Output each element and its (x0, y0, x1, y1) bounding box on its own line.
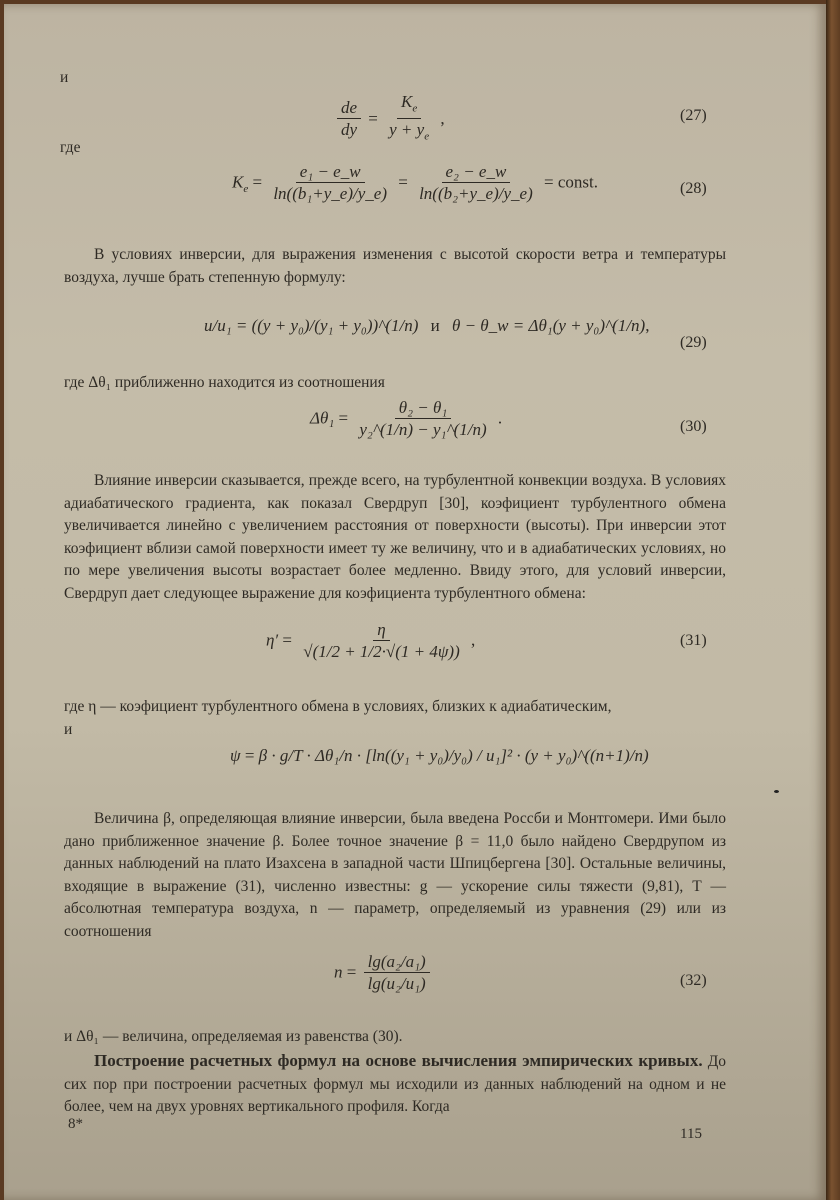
equation-psi: ψ = β · g/T · Δθ₁/n · [ln((y₁ + y₀)/y₀) / u₁]² · (y + y₀)^((n+1)/n) (230, 746, 649, 765)
equation-30: Δθ₁ = $\frac{\text{θ₂ − θ₁}}{\text{y₂\textasciicircum{}(1/n) − y₁\textasciicircum{}(1/n)}}$ . (310, 398, 503, 439)
section-heading: Построение расчетных формул на основе вычисления эмпирических кривых. (94, 1051, 703, 1070)
paragraph-delta-theta-ref: и Δθ₁ — величина, определяемая из равенства (30). (64, 1028, 403, 1045)
paragraph-sverdrup-turbulence: Влияние инверсии сказывается, прежде всего, на турбулентной конвекции воздуха. В условиях адиабатического градиента, как показал Свердруп [30], коэфициент турбулентного обмена увеличивается линейно с увеличением расстояния от поверхности (высоты). При инверсии этот коэфициент вблизи самой поверхности имеет ту же величину, что и в адиабатических условиях, но по мере увеличения высоты возрастает более медленно. Ввиду этого, для условий инверсии, Свердруп дает следующее выражение для коэфициента турбулентного обмена: (64, 472, 726, 602)
equation-31: η′ = $\frac{\eta}{√(1/2 + 1/2\cdot√(1 + 4\psi))}$ , (266, 620, 476, 661)
book-spine-edge (826, 0, 840, 1200)
ink-speck (774, 790, 779, 793)
equation-number-30: (30) (680, 418, 707, 435)
equation-number-31: (31) (680, 632, 707, 649)
paragraph-empirical-curves: Построение расчетных формул на основе вычисления эмпирических кривых. До сих пор при построении расчетных формул мы исходили из данных наблюдений на одном и не более, чем на двух уровнях вертикального профиля. Когда (64, 1051, 727, 1115)
book-page (4, 4, 826, 1200)
equation-29: u/u₁ = ((y + y₀)/(y₁ + y₀))^(1/n) и θ − θ_w = Δθ₁(y + y₀)^(1/n), (204, 316, 650, 335)
equation-27: $\frac{de}{dy}$ = $\frac{K_e}{y + y_e}$ , (334, 92, 445, 148)
conjunction-and: и (60, 69, 69, 86)
page-number: 115 (680, 1126, 702, 1142)
equation-32: n = $\frac{\text{lg(a₂/a₁)}}{\text{lg(u₂/u₁)}}$ (334, 952, 433, 995)
equation-number-27: (27) (680, 107, 707, 124)
equation-number-29: (29) (680, 334, 707, 351)
paragraph-eta-definition: где η — коэфициент турбулентного обмена в условиях, близких к адиабатическим, и (64, 698, 612, 738)
word-where: где (60, 139, 81, 156)
paragraph-delta-theta: где Δθ₁ приближенно находится из соотношения (64, 374, 385, 391)
equation-number-32: (32) (680, 972, 707, 989)
paragraph-inversion-intro: В условиях инверсии, для выражения изменения с высотой скорости ветра и температуры воздуха, лучше брать степенную формулу: (64, 246, 726, 286)
paragraph-beta-parameter: Величина β, определяющая влияние инверсии, была введена Россби и Монтгомери. Ими было дано приближенное значение β. Более точное значение β = 11,0 было найдено Свердрупом из данных наблюдений на плато Изахсена в западной части Шпицбергена [30]. Остальные величины, входящие в выражение (31), численно известны: g — ускорение силы тяжести (9,81), T — абсолютная температура воздуха, n — параметр, определяемый из уравнения (29) или из соотношения (64, 810, 726, 940)
equation-number-28: (28) (680, 180, 707, 197)
equation-28: $K_e$ = $\frac{\text{e₁ − e\_w}}{\text{ln((b₁+y\_e)/y\_e)}}$ = $\frac{\text{e₂ − e\_w}}{\text{ln((b₂+y\_e)/y\_e)}}$ = const. (232, 162, 598, 203)
printer-signature: 8* (68, 1116, 83, 1132)
